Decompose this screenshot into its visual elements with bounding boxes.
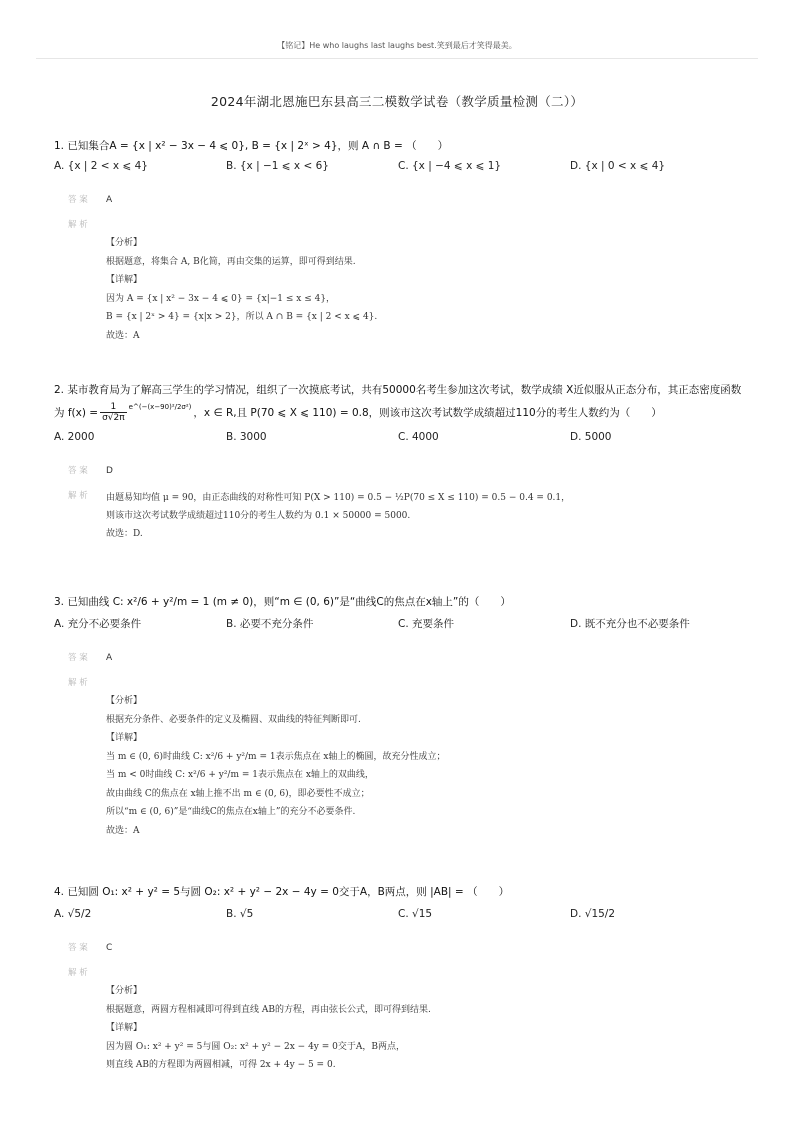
option-c: C. {x | −4 ⩽ x ⩽ 1} (398, 160, 502, 172)
analysis-body (106, 692, 754, 840)
analysis-line: 根据题意，将集合 A, B化简，再由交集的运算，即可得到结果. (106, 256, 356, 267)
question-2 (54, 380, 754, 543)
density-fraction (100, 402, 127, 423)
analysis-label: 解 析 (68, 220, 88, 230)
option-a: A. {x | 2 < x ⩽ 4} (54, 160, 148, 172)
analysis-body (106, 489, 570, 543)
option-b: B. 必要不充分条件 (226, 618, 314, 630)
option-c: C. 4000 (398, 431, 439, 443)
analysis-line: 根据题意，两圆方程相减即可得到直线 AB的方程，再由弦长公式，即可得到结果. (106, 1004, 431, 1015)
answer-label: 答 案 (68, 466, 88, 476)
analysis-body (106, 982, 754, 1075)
option-c: C. √15 (398, 908, 433, 920)
analysis-line: 当 m ∈ (0, 6)时曲线 C: x²/6 + y²/m = 1表示焦点在 x轴上的椭圆，故充分性成立； (106, 751, 446, 762)
page-banner: 【铭记】He who laughs last laughs best.笑到最后才笑得最美。 (277, 41, 517, 50)
analysis-label: 解 析 (68, 491, 88, 501)
question-1 (54, 136, 754, 345)
answer-label: 答 案 (68, 653, 88, 663)
analysis-line: 则该市这次考试数学成绩超过110分的考生人数约为 0.1 × 50000 = 5000. (106, 511, 411, 521)
question-4 (54, 882, 754, 1075)
question-stem: 3. 已知曲线 C: x²/6 + y²/m = 1 (m ≠ 0)，则“m ∈ (0, 6)”是“曲线C的焦点在x轴上”的（ ） (54, 596, 511, 608)
analysis-row (54, 489, 754, 543)
options-row (54, 614, 754, 634)
analysis-line: 根据充分条件、必要条件的定义及椭圆、双曲线的特征判断即可. (106, 714, 361, 725)
analysis-line: 【分析】 (106, 696, 143, 706)
answer-row (54, 650, 754, 666)
analysis-label: 解 析 (68, 968, 88, 978)
analysis-body (106, 234, 754, 345)
analysis-line: 因为 A = {x | x² − 3x − 4 ⩽ 0} = {x|−1 ≤ x ≤ 4}， (106, 293, 336, 304)
analysis-line: 则直线 AB的方程即为两圆相减，可得 2x + 4y − 5 = 0. (106, 1060, 336, 1070)
header-divider (36, 58, 758, 59)
fraction-numerator: 1 (100, 402, 127, 413)
question-3 (54, 592, 754, 840)
stem-suffix: ，x ∈ R,且 P(70 ⩽ X ⩽ 110) = 0.8，则该市这次考试数学成绩超过110分的考生人数约为（ ） (193, 406, 662, 419)
analysis-label-row (54, 676, 754, 688)
options-row (54, 904, 754, 924)
option-a: A. 充分不必要条件 (54, 618, 142, 630)
analysis-line: 故由曲线 C的焦点在 x轴上推不出 m ∈ (0, 6)，即必要性不成立； (106, 788, 370, 799)
analysis-line: 所以“m ∈ (0, 6)”是“曲线C的焦点在x轴上”的充分不必要条件. (106, 807, 356, 817)
answer-label: 答 案 (68, 195, 88, 205)
options-row (54, 427, 754, 447)
option-c: C. 充要条件 (398, 618, 455, 630)
analysis-line: 当 m < 0时曲线 C: x²/6 + y²/m = 1表示焦点在 x轴上的双曲线， (106, 770, 374, 780)
analysis-line: 【详解】 (106, 1023, 143, 1033)
analysis-line: 【详解】 (106, 275, 143, 285)
option-d: D. 5000 (570, 431, 612, 443)
analysis-label-row (54, 966, 754, 978)
analysis-line: B = {x | 2ˣ > 4} = {x|x > 2}，所以 A ∩ B = {x | 2 < x ⩽ 4}. (106, 312, 378, 322)
answer-label: 答 案 (68, 943, 88, 953)
option-d: D. {x | 0 < x ⩽ 4} (570, 160, 666, 172)
analysis-line: 故选：A (106, 825, 140, 836)
question-stem: 2. 某市教育局为了解高三学生的学习情况，组织了一次摸底考试，共有50000名考生参加这次考试，数学成绩 X近似服从正态分布，其正态密度函数 (54, 384, 742, 396)
answer-row (54, 192, 754, 208)
option-d: D. √15/2 (570, 908, 616, 920)
answer-value: C (106, 943, 113, 953)
question-stem: 4. 已知圆 O₁: x² + y² = 5与圆 O₂: x² + y² − 2x − 4y = 0交于A，B两点，则 |AB| = （ ） (54, 886, 510, 898)
analysis-line: 【分析】 (106, 986, 143, 996)
option-a: A. √5/2 (54, 908, 92, 920)
analysis-line: 故选：A (106, 330, 140, 341)
option-a: A. 2000 (54, 431, 95, 443)
options-row (54, 156, 754, 176)
answer-value: A (106, 653, 113, 663)
stem-prefix: 为 f(x) = (54, 406, 99, 419)
analysis-line: 因为圆 O₁: x² + y² = 5与圆 O₂: x² + y² − 2x − 4y = 0交于A，B两点， (106, 1041, 405, 1052)
option-b: B. 3000 (226, 431, 267, 443)
answer-row (54, 463, 754, 479)
density-exponent: e^(−(x−90)²/2σ²) (128, 402, 192, 411)
question-stem-line-2 (54, 402, 754, 423)
analysis-line: 由题易知均值 μ = 90，由正态曲线的对称性可知 P(X > 110) = 0.5 − ½P(70 ≤ X ≤ 110) = 0.5 − 0.4 = 0.1， (106, 493, 571, 503)
analysis-label-row (54, 218, 754, 230)
answer-value: D (106, 466, 113, 476)
analysis-line: 【详解】 (106, 733, 143, 743)
analysis-label: 解 析 (68, 678, 88, 688)
answer-value: A (106, 195, 113, 205)
document-title: 2024年湖北恩施巴东县高三二模数学试卷（教学质量检测（二）） (210, 94, 584, 109)
option-b: B. √5 (226, 908, 254, 920)
question-stem: 1. 已知集合A = {x | x² − 3x − 4 ⩽ 0}, B = {x | 2ˣ > 4}，则 A ∩ B = （ ） (54, 140, 449, 152)
analysis-line: 【分析】 (106, 238, 143, 248)
option-d: D. 既不充分也不必要条件 (570, 618, 690, 630)
option-b: B. {x | −1 ⩽ x < 6} (226, 160, 329, 172)
analysis-line: 故选：D. (106, 529, 143, 539)
fraction-denominator: σ√2π (102, 413, 125, 423)
answer-row (54, 940, 754, 956)
